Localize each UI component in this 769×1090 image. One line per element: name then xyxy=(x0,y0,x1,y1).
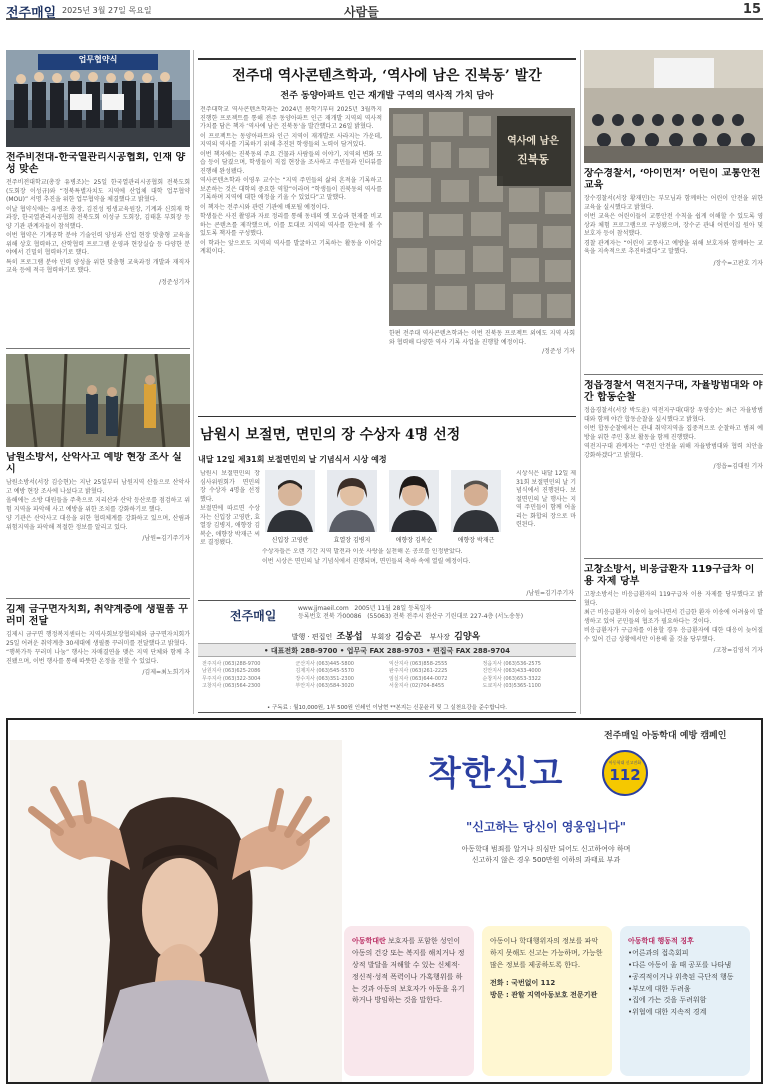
divider xyxy=(584,558,763,559)
article-mou xyxy=(6,152,190,384)
article-gochang-fire xyxy=(584,564,763,714)
person-photo xyxy=(327,470,377,532)
article2-title: 남원시 보절면, 면민의 장 수상자 4명 선정 xyxy=(200,427,461,443)
divider xyxy=(6,598,190,599)
colophon-branch-list: 전주지사 (063)288-9700 군산지사 (063)445-5800 익산지사 (063)858-2555 정읍지사 (063)536-2575 남원지사 (063)625-2086 김제지사 (063)545-5570 완주지사 (063)261-2225 진안지사 (063)433-4000 무주지사 (063)322-3004 장수지사 (063)351-2300 임실지사 (063)644-0072 순창지사 (063)653-3322 고창지사 (063)564-2300 부안지사 (063)584-3020 서울지사 (02)704-8455 도쿄지사 (03)5365-1100 xyxy=(202,661,541,689)
article-jeongeup-police xyxy=(584,380,763,558)
divider xyxy=(584,374,763,375)
article-body: 정읍경찰서(서장 박도윤) 역전지구대(대장 우영승)는 최근 자율방범대와 함께 야간 합동순찰을 실시했다고 밝혔다. 이번 합동순찰에서는 관내 취약지역을 집중적으로 순찰하고 범죄 예방을 위한 주민 홍보 활동을 함께 진행했다. 역전지구대 관계자는 “주민 안전을 위해 자율방범대와 협력 치안을 강화하겠다”고 밝혔다. xyxy=(584,407,763,459)
campaign-description: 아동학대 범죄를 알거나 의심만 되어도 신고하여야 하며 신고하지 않은 경우 500만원 이하의 과태료 부과 xyxy=(461,845,631,865)
photo-overlay-title: 역사에 남은 진북동 xyxy=(507,136,559,166)
colophon-address: www.jjmaeil.com 2005년 11월 28일 등록일자 등록번호 전북 가00086 (55063) 전북 전주시 완산구 기린대로 227-4층 (서노송동) xyxy=(298,605,524,621)
byline: /정준성 기자 xyxy=(542,348,575,356)
divider xyxy=(6,348,190,349)
colophon-contacts: • 대표전화 288-9700 • 업무국 FAX 288-9703 • 편집국 FAX 288-9704 xyxy=(198,643,576,657)
article-title: 남원소방서, 산악사고 예방 현장 조사 실시 xyxy=(6,452,182,475)
article2-col2: 수상자들은 오랜 기간 지역 발전과 이웃 사랑을 실천해 온 공로를 인정받았다. 이번 시상은 면민의 날 기념식에서 진행되며, 면민들의 축하 속에 열릴 예정이다. xyxy=(262,548,471,565)
section-name: 사람들 xyxy=(344,5,379,19)
main-article-subtitle: 전주 동양아파트 인근 재개발 구역의 역사적 가치 담아 xyxy=(280,91,494,101)
info-box-definition: 아동학대란 보호자를 포함한 성인이 아동의 건강 또는 복지를 해치거나 정상적 발달을 저해할 수 있는 신체적·정신적·성적 폭력이나 가혹행위를 하는 것과 아동의 보호자가 아동을 유기하거나 방임하는 것을 말한다. xyxy=(344,926,474,1076)
byline: /정준성기자 xyxy=(158,278,190,286)
article-title: 김제 금구면자치회, 취약계층에 생필품 꾸러미 전달 xyxy=(6,604,188,627)
campaign-slogan: "신고하는 당신이 영웅입니다" xyxy=(466,820,626,834)
article2-subtitle: 내달 12일 제31회 보절면민의 날 기념식서 시상 예정 xyxy=(198,455,387,464)
article-title: 고창소방서, 비응급환자 119구급차 이용 자제 당부 xyxy=(584,564,755,587)
byline: /정읍=김대원 기자 xyxy=(713,463,763,471)
portrait-1: 신입장 고영란 xyxy=(262,470,318,544)
signs-list: • 어른과의 접촉회피 • 다른 아동이 울 때 공포를 나타냄 • 공격적이거나 위축된 극단적 행동 • 부모에 대한 두려움 • 집에 가는 것을 두려워함 • 위협에 대한 지속적 경계 xyxy=(628,948,742,1019)
article2-col3: 시상식은 내달 12일 제31회 보절면민의 날 기념식에서 진행된다. 보절면민의 날 행사는 지역 주민들이 함께 어울리는 화합의 장으로 마련된다. xyxy=(516,470,576,529)
divider xyxy=(198,416,576,417)
campaign-title: 전주매일 아동학대 예방 캠페인 xyxy=(604,731,727,741)
byline: /장수=고판호 기자 xyxy=(713,259,763,267)
main-article-title: 전주대 역사콘텐츠학과, ‘역사에 남은 진북동’ 발간 xyxy=(198,58,576,82)
info-box-report: 아동이나 학대행위자의 정보를 파악하지 못해도 신고는 가능하며, 가능한 많은 정보를 제공하도록 한다. 전화 : 국번없이 112 방문 : 관할 지역아동보호 전문기관 xyxy=(482,926,612,1076)
person-photo xyxy=(265,470,315,532)
article-gimje xyxy=(6,604,190,714)
photo-banner: 업무협약식 xyxy=(78,55,118,64)
article-title: 정읍경찰서 역전지구대, 자율방범대와 야간 합동순찰 xyxy=(584,380,763,403)
article-body: 남원소방서(서장 김승현)는 지난 25일부터 남원지역 산들으로 산악사고 예방 현장 조사에 나섰다고 밝혔다. 올해에는 소방 대원들을 주축으로 지리산과 산악 등산로를 점검하고 위험 지역을 파악해 사고 예방을 위한 조치를 강화하기로 했다. 양 기관은 산악사고 대응을 위한 협력체계를 강화하고 있으며, 산림과 위험지역을 파악해 적절한 정보를 알리고 있다. xyxy=(6,479,190,531)
child-abuse-campaign-ad xyxy=(6,718,763,1084)
main-article-caption: 한편 전주대 역사콘텐츠학과는 이번 진북동 프로젝트 외에도 지역 사회와 협력해 다양한 역사 기록 사업을 진행할 예정이다. /정준성 기자 xyxy=(389,330,575,356)
byline: /남원=김기주기자 xyxy=(142,535,190,543)
byline: /고창=김영석 기자 xyxy=(713,647,763,655)
portrait-2: 효열장 김병지 xyxy=(324,470,380,544)
forest-photo xyxy=(6,354,190,447)
colophon-logo: 전주매일 xyxy=(230,609,277,623)
traffic-class-photo xyxy=(584,50,763,163)
colophon-people: 발행 · 편집인 조봉섭 부회장 김승곤 부사장 김양옥 xyxy=(291,632,481,642)
portrait-4: 애향장 박재근 xyxy=(448,470,504,544)
colophon xyxy=(198,600,576,713)
campaign-photo xyxy=(10,740,342,1084)
column-rule xyxy=(193,50,194,714)
article-body: 장수경찰서(서장 황재민)는 부모님과 함께하는 어린이 안전을 위한 교육을 실시했다고 밝혔다. 이번 교육은 어린이들이 교통안전 수칙을 쉽게 이해할 수 있도록 영상과 체험 프로그램으로 구성됐으며, 장수군 관내 어린이집 원아 및 보호자 등이 참석했다. 경찰 관계자는 “어린이 교통사고 예방을 위해 보호자와 함께하는 교육을 지속적으로 추진하겠다”고 말했다. xyxy=(584,195,763,256)
header-date: 2025년 3월 27일 목요일 xyxy=(62,6,152,15)
badge-112: 아동학대 신고전화 112 xyxy=(602,750,648,796)
article-jangsu-police xyxy=(584,168,763,370)
article-title: 장수경찰서, ‘아이먼저’ 어린이 교통안전 교육 xyxy=(584,168,761,191)
portrait-3: 애향장 김복순 xyxy=(386,470,442,544)
column-rule xyxy=(580,50,581,714)
byline: /김제=최노희기자 xyxy=(142,669,190,677)
article-title: 전주비전대-한국열관리시공협회, 인재 양성 맞손 xyxy=(6,152,186,175)
main-article-body: 전주대학교 역사콘텐츠학과는 2024년 봄학기부터 2025년 3월까지 진행한 프로젝트를 통해 전주 동양아파트 인근 재개발 지역의 역사적 가치를 담은 책자 ‘역사에 남은 진북동’을 발간했다고 26일 밝혔다. 이 프로젝트는 동양아파트와 인근 지역이 재개발로 사라지는 가운데, 지역의 역사를 기록하기 위해 추진된 학생들의 노력이 담겨있다. 이번 책자에는 진북동의 주요 건물과 사람들의 이야기, 지역의 변화 모습 등이 담겼으며, 학생들이 직접 현장을 조사하고 주민들과 인터뷰를 진행해 완성됐다. 역사콘텐츠학과 이영우 교수는 “지역 주민들의 삶의 흔적을 기록하고 보존하는 것은 대학의 중요한 역할”이라며 “학생들이 진북동의 역사를 기록하며 지역에 대한 애정을 키울 수 있었다”고 말했다. 이 책자는 전주시와 관련 기관에 배포될 예정이다. 학생들은 사진 촬영과 자료 정리를 통해 동네의 옛 모습과 현재를 비교하는 콘텐츠를 제작했으며, 이를 토대로 지역의 역사를 한눈에 볼 수 있도록 책자를 구성했다. 이 학과는 앞으로도 지역의 역사를 발굴하고 기록하는 활동을 이어갈 계획이다. xyxy=(200,106,382,256)
info-box-signs: 아동학대 행동적 징후 • 어른과의 접촉회피 • 다른 아동이 울 때 공포를 나타냄 • 공격적이거나 위축된 극단적 행동 • 부모에 대한 두려움 • 집에 가는 것을 두려워함 • 위협에 대한 지속적 경계 xyxy=(620,926,750,1076)
article-fire-dept xyxy=(6,452,190,600)
campaign-headline: 착한신고 xyxy=(428,754,564,794)
colophon-footer: • 구독료 : 월10,000원, 1부 500원 인쇄인 이남현 **본지는 신문윤리 및 그 실천요강을 준수합니다. xyxy=(266,705,508,711)
article-body: 전주비전대학교(총장 유병조)는 25일 한국열관리시공협회 전북도회(도회장 이성규)와 “정북특별자치도 지역에 산업체 대학 업무협약(MOU)” 서명 추진을 위한 업무협약을 체결했다고 밝혔다. 이날 협약식에는 유병조 총장, 김진성 평생교육원장, 기계과 신희재 학과장, 한국열관리시공협회 전북도회 이성규 도회장, 김태훈 부회장 등 양 기관 관계자들이 참석했다. 이번 협약은 기계공학 분야 기술인력 양성과 산업 현장 맞춤형 교육을 위해 상호 협력하고, 산학협력 프로그램 운영과 현장실습 등 다양한 분야에서 긴밀히 협력하기로 했다. 특히 프로그램 분야 인력 양성을 위한 맞춤형 교육과정 개발과 재직자 교육 등에 적극 협력하기로 했다. xyxy=(6,179,190,275)
page-number: 15 xyxy=(742,2,761,17)
article-body: 김제시 금구면 행정복지센터는 지역사회보장협의체와 금구면자치회가 25일 어려운 취약계층 30세대에 생필품 꾸러미를 전달했다고 밝혔다. “행복가득 꾸러미 나눔” 행사는 자매결연을 맺은 지역 단체와 함께 추진됐으며, 이번 행사를 통해 따뜻한 온정을 전할 수 있었다. xyxy=(6,631,190,665)
masthead: 전주매일 xyxy=(6,6,57,21)
page-header xyxy=(6,2,763,20)
byline: /남원=김기주기자 xyxy=(526,590,574,597)
person-photo xyxy=(389,470,439,532)
article2-col1: 남원시 보절면민의 장 심사위원회가 면민의 장 수상자 4명을 선정했다. 보절면에 따르면 수상자는 신입장 고영란, 효열장 김병지, 애향장 김복순, 애향장 박재근 씨로 결정됐다. xyxy=(200,470,260,547)
article-body: 고창소방서는 비응급환자의 119구급차 이용 자제를 당부했다고 밝혔다. 최근 비응급환자 이송이 늘어나면서 긴급한 환자 이송에 어려움이 발생하고 있어 군민들의 협조가 필요하다는 것이다. 비응급환자가 구급차를 이용할 경우 응급환자에 대한 대응이 늦어질 수 있어 긴급 상황에서만 이용해 줄 것을 당부했다. xyxy=(584,591,763,643)
person-photo xyxy=(451,470,501,532)
